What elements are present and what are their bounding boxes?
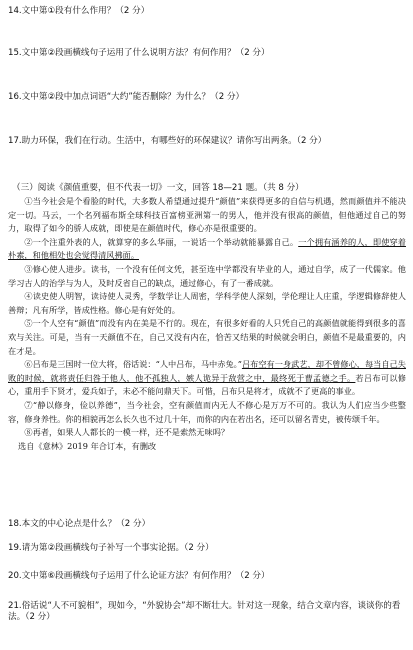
- question-15: 15.文中第②段画横线句子运用了什么说明方法？有何作用？（2 分）: [8, 48, 270, 58]
- paragraph-1: ①当今社会是个看脸的时代，大多数人希望通过提升“颜值”来获得更多的自信与机遇，然而颜值并不能决定一切。马云，一个名列福布斯全球科技百富榜亚洲第一的男人，他并没有很高的颜值，但他通过自己的努力，取得了如今的骄人成就，即使是在颜值时代，修心亦是很重要的。: [8, 196, 406, 234]
- section-title: （三）阅读《颜值重要，但不代表一切》一文，回答 18—21 题。（共 8 分）: [12, 183, 304, 193]
- article-body: [8, 195, 406, 453]
- question-16: 16.文中第②段中加点词语“大约”能否删除？为什么？（2 分）: [8, 92, 245, 102]
- paragraph-8: ⑧再者，如果人人都长的一模一样，还不是索然无味吗？: [24, 427, 230, 438]
- question-18: 18.本文的中心论点是什么？（2 分）: [8, 519, 151, 529]
- paragraph-4: ④读史使人明智，读诗使人灵秀，学数学让人周密，学科学使人深刻，学伦理让人庄重，学逻辑修辞使人善辩；凡有所学，皆成性格。修心是有好处的。: [8, 291, 406, 315]
- paragraph-3: ③修心使人进步。读书，一个没有任何文凭，甚至连中学都没有毕业的人，通过自学，成了一代儒家。他学习古人的治学与为人，及时反省自己的缺点，通过修心，有了一番成就。: [8, 263, 406, 288]
- paragraph-5: ⑤一个人空有“颜值”而没有内在美是不行的。现在，有很多好看的人只凭自己的高颜值就能得到很多的喜欢与关注。可是，当有一天颜值不在，自己又没有内在，恰苦又结果的时候就会明白，颜值不是最重要的，内在才是。: [8, 318, 406, 356]
- question-17: 17.助力环保，我们在行动。生活中，有哪些好的环保建议？请你写出两条。（2 分）: [8, 136, 327, 146]
- source-note: 选自《意林》2019 年合订本，有删改: [18, 440, 157, 451]
- paragraph-2: ②一个注重外表的人，就算穿的多么华丽，一说话一个举动就能暴露自己。一个拥有涵养的人，即使穿着朴素，和他相处也会觉得清风拂面。: [8, 236, 406, 261]
- question-20: 20.文中第⑥段画横线句子运用了什么论证方法？有何作用？（2 分）: [8, 571, 270, 581]
- question-21: 21.俗话说“人不可貌相”，现如今，“外貌协会”却不断壮大。针对这一现象，结合文章内容，谈谈你的看法。（2 分）: [8, 601, 401, 622]
- question-19: 19.请为第②段画横线句子补写一个事实论据。（2 分）: [8, 543, 214, 553]
- question-14: 14.文中第①段有什么作用？（2 分）: [8, 6, 150, 16]
- paragraph-7: ⑦“静以修身，俭以养德”，当今社会，空有颜值而内无人不修心是万万不可的。我认为人们应当少些整容，修身养性。你的相貌再怎么长久也不过几十年，而你的内在若出名，还可以留名青史，被传颂千年。: [8, 399, 406, 424]
- paragraph-6: ⑥吕布是三国时一位大将，俗话说：“人中吕布，马中赤兔。”吕布空有一身武艺，却不曾修心，每当自己失败的时候，就将责任归咎于他人，他不孤独人，嫉人诡异于敌营之中，最终死于曹孟德之手。若吕布可以修心，重用手下贤才，爱兵如子，未必不能问鼎天下。可惜，吕布只是将才，成就不了更高的事业。: [8, 359, 406, 397]
